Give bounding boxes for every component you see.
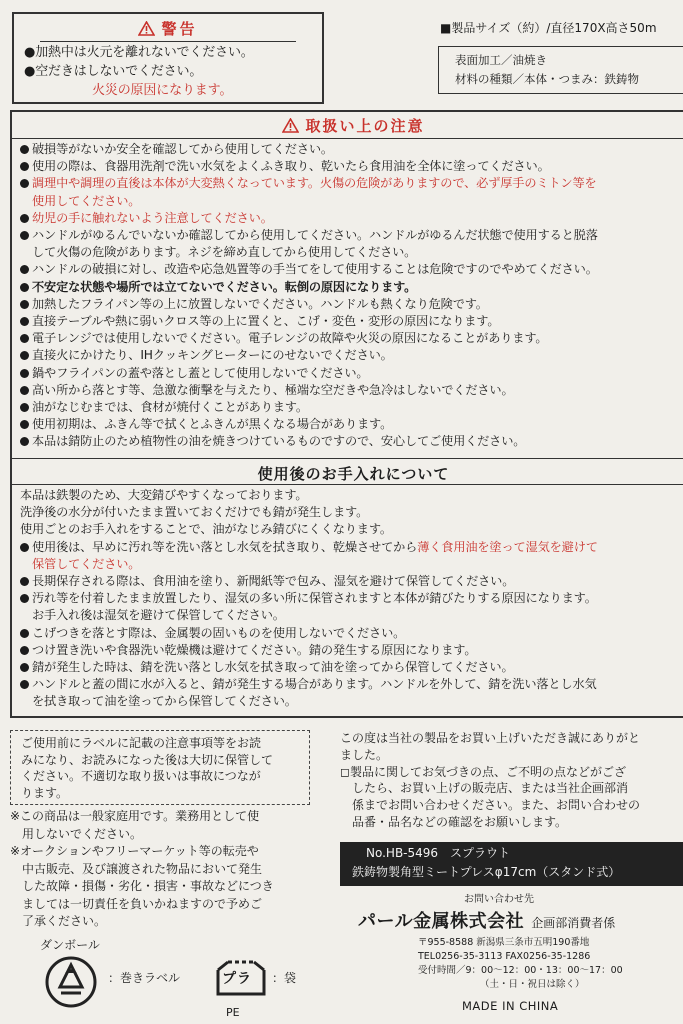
thanks-text xyxy=(340,730,640,831)
handling-line xyxy=(20,210,598,227)
company-tel: TEL0256-35-3113 FAX0256-35-1286 xyxy=(418,951,591,962)
bullet-icon xyxy=(20,403,29,412)
bullet-icon xyxy=(20,577,29,586)
household-note-line: 了承ください。 xyxy=(10,914,107,928)
bag-text: ：袋 xyxy=(272,971,297,985)
cardboard-label: ダンボール xyxy=(40,938,100,952)
bullet-icon xyxy=(20,283,29,292)
care-text: 洗浄後の水分が付いたまま置いておくだけでも錆が発生します。 xyxy=(20,505,369,520)
bullet-icon xyxy=(20,369,29,378)
care-text: 保管してください。 xyxy=(32,556,141,571)
care-title: 使用後のお手入れについて xyxy=(257,465,450,483)
care-line xyxy=(20,659,598,676)
handling-line xyxy=(20,416,598,433)
care-line xyxy=(20,504,598,521)
household-note-line: 用しないでください。 xyxy=(10,826,143,841)
handling-line xyxy=(20,279,598,296)
bullet-icon xyxy=(20,265,29,274)
care-text: 錆が発生した時は、錆を洗い落とし水気を拭き取って油を塗ってから保管してください。 xyxy=(32,660,514,675)
product-bar xyxy=(340,842,683,886)
handling-line xyxy=(20,296,598,313)
handling-text: 本品は錆防止のため植物性の油を焼きつけているものですので、安心してご使用ください。 xyxy=(32,434,526,449)
handling-divider xyxy=(12,138,683,139)
care-line xyxy=(20,676,598,693)
handling-care-box xyxy=(10,110,683,718)
handling-line xyxy=(20,382,598,399)
care-line xyxy=(20,573,598,590)
handling-text: 加熱したフライパン等の上に放置しないでください。ハンドルも熱くなり危険です。 xyxy=(32,296,488,311)
care-red-text: 薄く食用油を塗って湿気を避けて xyxy=(417,539,598,554)
warning-line-2: ●空だきはしないでください。 xyxy=(24,64,203,79)
handling-text: 直接テーブルや熱に弱いクロス等の上に置くと、こげ・変色・変形の原因になります。 xyxy=(32,314,500,329)
care-line xyxy=(20,521,598,538)
label-notice-line: ご使用前にラベルに記載の注意事項等をお読 xyxy=(21,736,262,750)
handling-text: 鍋やフライパンの蓋や落とし蓋として使用しないでください。 xyxy=(32,365,369,380)
handling-list xyxy=(20,141,598,451)
thanks-line: ◻製品に関してお気づきの点、ご不明の点などがござ xyxy=(340,764,626,779)
handling-line xyxy=(20,175,598,192)
label-notice-line: みになり、お読みになった後は大切に保管して xyxy=(21,752,274,767)
thanks-line: 品番・品名などの確認をお願いします。 xyxy=(340,814,568,829)
handling-text: 使用初期は、ふきん等で拭くとふきんが黒くなる場合があります。 xyxy=(32,417,393,432)
household-note-line: 中古販売、及び譲渡された物品において発生 xyxy=(10,861,263,876)
care-text: を拭き取って油を塗ってから保管してください。 xyxy=(32,694,297,709)
handling-title: 取扱い上の注意 xyxy=(305,117,425,135)
bullet-icon xyxy=(20,317,29,326)
label-notice-line: ります。 xyxy=(21,785,69,800)
bullet-icon xyxy=(20,420,29,429)
bullet-icon xyxy=(20,543,29,552)
warning-divider xyxy=(40,41,296,42)
care-text: ハンドルと蓋の間に水が入ると、錆が発生する場合があります。ハンドルを外して、錆を洗い落とし水気 xyxy=(32,677,597,692)
care-text: 使用後は、早めに汚れ等を洗い落とし水気を拭き取り、乾燥させてから xyxy=(32,539,418,554)
handling-line xyxy=(20,330,598,347)
handling-text: 高い所から落とす等、急激な衝撃を与えたり、極端な空だきや急冷はしないでください。 xyxy=(32,382,514,397)
care-line xyxy=(20,590,598,607)
handling-text: ハンドルの破損に対し、改造や応急処置等の手当てをして使用することは危険ですのでやめてください。 xyxy=(32,262,598,277)
bullet-icon xyxy=(20,162,29,171)
product-name: 鉄鋳物製角型ミートプレスφ17cm（スタンド式） xyxy=(352,865,621,879)
handling-text: 調理中や調理の直後は本体が大変熱くなっています。火傷の危険がありますので、必ず厚手のミトン等を xyxy=(32,176,597,191)
thanks-line: ました。 xyxy=(340,747,389,762)
care-line xyxy=(20,556,598,573)
handling-text: 不安定な状態や場所では立てないでください。転倒の原因になります。 xyxy=(32,279,417,294)
pe-text: PE xyxy=(226,1006,240,1019)
care-text: 使用ごとのお手入れをすることで、油がなじみ錆びにくくなります。 xyxy=(20,522,392,537)
product-size: ■製品サイズ（約）/直径170X高さ50m xyxy=(440,21,657,35)
handling-line xyxy=(20,347,598,364)
company-dept: 企画部消費者係 xyxy=(531,916,616,930)
handling-line xyxy=(20,365,598,382)
thanks-line: この度は当社の製品をお買い上げいただき誠にありがと xyxy=(340,731,641,745)
care-divider xyxy=(12,484,683,485)
care-text: 汚れ等を付着したまま放置したり、湿気の多い所に保管されますと本体が錆びたりする原因になります。 xyxy=(32,591,597,606)
care-divider-top xyxy=(12,458,683,459)
care-line xyxy=(20,539,598,556)
material-type: 材料の種類／本体・つまみ：鉄鋳物 xyxy=(455,72,639,86)
bullet-icon xyxy=(20,386,29,395)
company-closed: （土・日・祝日は除く） xyxy=(480,979,585,990)
household-notes xyxy=(10,808,274,931)
label-notice-line: ください。不適切な取り扱いは事故につなが xyxy=(21,769,261,783)
bullet-icon xyxy=(20,663,29,672)
care-line xyxy=(20,487,598,504)
handling-text: 使用の際は、食器用洗剤で洗い水気をよくふき取り、乾いたら食用油を全体に塗ってください。 xyxy=(32,159,550,174)
care-text: 本品は鉄製のため、大変錆びやすくなっております。 xyxy=(20,488,308,502)
contact-label: お問い合わせ先 xyxy=(464,894,534,905)
handling-line xyxy=(20,261,598,278)
company-name: パール金属株式会社 xyxy=(358,911,525,932)
company-hours: 受付時間／9：00～12：00・13：00～17：00 xyxy=(418,965,623,976)
bullet-icon xyxy=(20,145,29,154)
warning-title: 警告 xyxy=(161,20,198,38)
made-in: MADE IN CHINA xyxy=(462,999,559,1013)
surface-treatment: 表面加工／油焼き xyxy=(455,53,547,67)
bullet-icon xyxy=(20,179,29,188)
thanks-line: 係までお問い合わせください。また、お問い合わせの xyxy=(340,798,641,813)
bullet-icon xyxy=(20,231,29,240)
cardboard-recycle-icon xyxy=(44,955,98,1009)
bullet-icon xyxy=(20,437,29,446)
warning-triangle-icon xyxy=(138,21,155,36)
handling-line xyxy=(20,193,598,210)
handling-text: 電子レンジでは使用しないでください。電子レンジの故障や火災の原因になることがあります。 xyxy=(32,331,548,346)
handling-line xyxy=(20,158,598,175)
care-line xyxy=(20,642,598,659)
bullet-icon xyxy=(20,300,29,309)
handling-text: 破損等がないか安全を確認してから使用してください。 xyxy=(32,142,333,156)
caution-triangle-icon xyxy=(282,118,299,133)
label-notice-box xyxy=(10,730,310,805)
household-note-line: ましては一切責任を負いかねますので予めご xyxy=(10,896,263,911)
bullet-icon xyxy=(20,334,29,343)
company-address: 〒955-8588 新潟県三条市五明190番地 xyxy=(418,937,590,948)
household-note-line: した故障・損傷・劣化・損害・事故などにつき xyxy=(10,879,274,893)
wrap-label-text: ：巻きラベル xyxy=(108,971,181,985)
bullet-icon xyxy=(20,629,29,638)
household-note-line: ※この商品は一般家庭用です。業務用として使 xyxy=(10,809,260,823)
handling-text: 油がなじむまでは、食材が焼付くことがあります。 xyxy=(32,400,308,415)
bullet-icon xyxy=(20,594,29,603)
handling-text: 使用してください。 xyxy=(32,193,141,208)
product-info-box xyxy=(438,46,683,94)
handling-text: して火傷の危険があります。ネジを締め直してから使用してください。 xyxy=(32,245,417,260)
handling-line xyxy=(20,227,598,244)
care-list xyxy=(20,487,598,711)
handling-line xyxy=(20,244,598,261)
care-text: こげつきを落とす際は、金属製の固いものを使用しないでください。 xyxy=(32,625,406,640)
care-text: つけ置き洗いや食器洗い乾燥機は避けてください。錆の発生する原因になります。 xyxy=(32,642,477,657)
warning-red-line: 火災の原因になります。 xyxy=(92,83,233,98)
warning-line-1: ●加熱中は火元を離れないでください。 xyxy=(24,45,254,60)
pla-mark-text: プラ xyxy=(222,971,252,987)
care-text: お手入れ後は湿気を避けて保管してください。 xyxy=(32,608,285,623)
care-line xyxy=(20,693,598,710)
household-note-line: ※オークションやフリーマーケット等の転売や xyxy=(10,844,259,858)
care-line xyxy=(20,625,598,642)
handling-line xyxy=(20,433,598,450)
handling-text: ハンドルがゆるんでいないか確認してから使用してください。ハンドルがゆるんだ状態で使用すると脱落 xyxy=(32,228,598,243)
care-line xyxy=(20,607,598,624)
handling-line xyxy=(20,313,598,330)
bullet-icon xyxy=(20,680,29,689)
handling-text: 直接火にかけたり、IHクッキングヒーターにのせないでください。 xyxy=(32,348,393,363)
product-number: No.HB-5496 スプラウト xyxy=(366,846,511,860)
handling-line xyxy=(20,141,598,158)
bullet-icon xyxy=(20,646,29,655)
handling-text: 幼児の手に触れないよう注意してください。 xyxy=(32,210,273,225)
bullet-icon xyxy=(20,214,29,223)
thanks-line: したら、お買い上げの販売店、または当社企画部消 xyxy=(340,781,629,796)
warning-box xyxy=(12,12,324,104)
handling-line xyxy=(20,399,598,416)
bullet-icon xyxy=(20,351,29,360)
care-text: 長期保存される際は、食用油を塗り、新聞紙等で包み、湿気を避けて保管してください。 xyxy=(32,574,515,589)
